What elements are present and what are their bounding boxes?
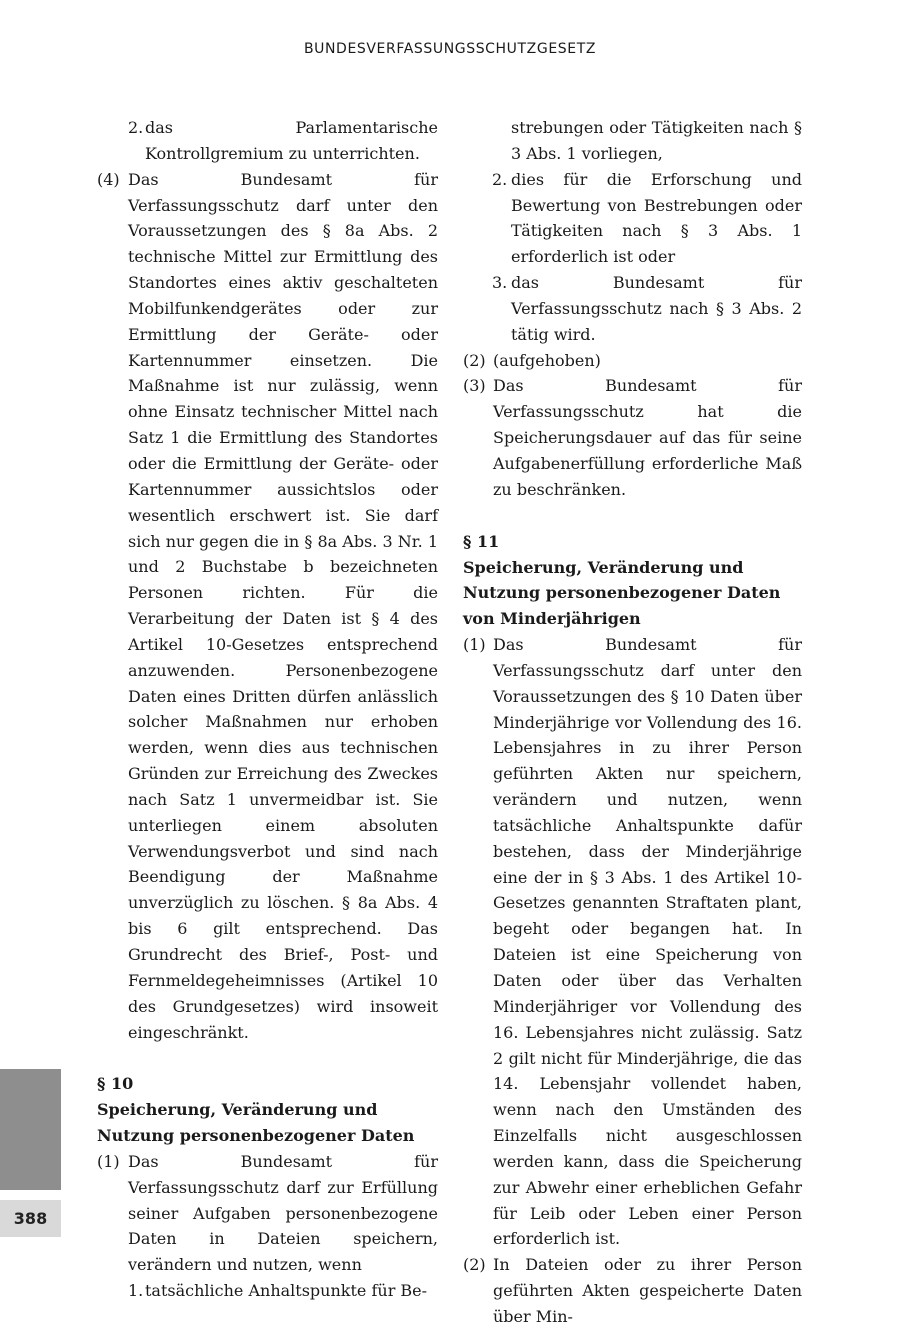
list-item-text: strebungen oder Tätigkeiten nach § 3 Abs. 1 vorliegen, (511, 118, 802, 163)
paragraph (463, 632, 802, 1252)
section-number: § 11 (463, 531, 500, 551)
paragraph-text: Das Bundesamt für Verfassungsschutz darf unter den Voraussetzungen des § 10 Daten über Minderjährige vor Vollendung des 16. Lebensjahres in zu ihrer Person geführten Akten nur speichern, verändern und nutzen, wenn tatsächliche Anhaltspunkte dafür bestehen, dass der Minderjährige eine der in § 3 Abs. 1 des Artikel 10-Gesetzes genannten Straftaten plant, begeht oder begangen hat. In Dateien ist eine Speicherung von Daten oder über das Verhalten Minderjähriger vor Vollendung des 16. Lebensjahres nicht zulässig. Satz 2 gilt nicht für Minderjährige, die das 14. Lebensjahr vollendet haben, wenn nach den Umständen des Einzelfalls nicht ausgeschlossen werden kann, dass die Speicherung zur Abwehr einer erheblichen Gefahr für Leib oder Leben einer Person erforderlich ist. (493, 635, 802, 1249)
paragraph (463, 348, 802, 374)
right-column (463, 115, 802, 1330)
running-header: BUNDESVERFASSUNGSSCHUTZGESETZ (303, 41, 597, 57)
list-item-number: 2. (492, 169, 508, 189)
paragraph-number: (2) (463, 1255, 486, 1275)
paragraph-number: (1) (97, 1151, 120, 1171)
paragraph (463, 373, 802, 502)
paragraph (97, 167, 438, 1046)
paragraph-text: Das Bundesamt für Verfassungsschutz darf unter den Voraussetzungen des § 8a Abs. 2 technische Mittel zur Ermittlung des Standortes eines aktiv geschalteten Mobilfunkendgerätes oder zur Ermittlung der Geräte- oder Kartennummer einsetzen. Die Maßnahme ist nur zulässig, wenn ohne Einsatz technischer Mittel nach Satz 1 die Ermittlung des Standortes oder die Ermittlung der Geräte- oder Kartennummer aussichtslos oder wesentlich erschwert ist. Sie darf sich nur gegen die in § 8a Abs. 3 Nr. 1 und 2 Buchstabe b bezeichneten Personen richten. Für die Verarbeitung der Daten ist § 4 des Artikel 10-Gesetzes entsprechend anzuwenden. Personenbezogene Daten eines Dritten dürfen anlässlich solcher Maßnahmen nur erhoben werden, wenn dies aus technischen Gründen zur Erreichung des Zweckes nach Satz 1 unvermeidbar ist. Sie unterliegen einem absoluten Verwendungsverbot und sind nach Beendigung der Maßnahme unverzüglich zu löschen. § 8a Abs. 4 bis 6 gilt entsprechend. Das Grundrecht des Brief-, Post- und Fernmeldegeheimnisses (Artikel 10 des Grundgesetzes) wird insoweit eingeschränkt. (128, 169, 438, 1042)
list-item (97, 1278, 438, 1304)
paragraph-number: (2) (463, 350, 486, 370)
list-item-text: tatsächliche Anhaltspunkte für Be- (145, 1281, 428, 1301)
section-title: Speicherung, Veränderung und Nutzung personenbezogener Daten (97, 1100, 415, 1146)
list-item-number: 1. (128, 1281, 144, 1301)
paragraph-number: (3) (463, 376, 486, 396)
paragraph-text: (aufgehoben) (493, 350, 601, 370)
section-title: Speicherung, Veränderung und Nutzung personenbezogener Daten von Minderjährigen (463, 557, 781, 629)
paragraph-number: (4) (97, 169, 120, 189)
paragraph-number: (1) (463, 635, 486, 655)
list-item-text: das Bundesamt für Verfassungsschutz nach § 3 Abs. 2 tätig wird. (511, 273, 802, 344)
paragraph-text: Das Bundesamt für Verfassungsschutz darf zur Erfüllung seiner Aufgaben personenbezogene Daten in Dateien speichern, verändern und nutzen, wenn (128, 1151, 438, 1275)
list-item-number: 3. (492, 273, 508, 293)
paragraph-text: Das Bundesamt für Verfassungsschutz hat die Speicherungsdauer auf das für seine Aufgabenerfüllung erforderliche Maß zu beschränken. (493, 376, 802, 499)
left-column (97, 115, 438, 1304)
page-edge-tab (0, 1069, 61, 1190)
page-number: 388 (0, 1200, 61, 1237)
paragraph (97, 1149, 438, 1278)
section-number: § 10 (97, 1074, 134, 1094)
list-item (463, 270, 802, 348)
list-item-text: dies für die Erforschung und Bewertung von Bestrebungen oder Tätigkeiten nach § 3 Abs. 1 erforderlich ist oder (511, 169, 802, 267)
paragraph-text: In Dateien oder zu ihrer Person geführten Akten gespeicherte Daten über Min- (493, 1255, 802, 1326)
list-item-number: 2. (128, 118, 144, 137)
list-item (97, 115, 438, 167)
list-item-text: das Parlamentarische Kontrollgremium zu unterrichten. (145, 118, 438, 163)
list-item-continuation (463, 115, 802, 167)
paragraph (463, 1252, 802, 1330)
list-item (463, 167, 802, 270)
